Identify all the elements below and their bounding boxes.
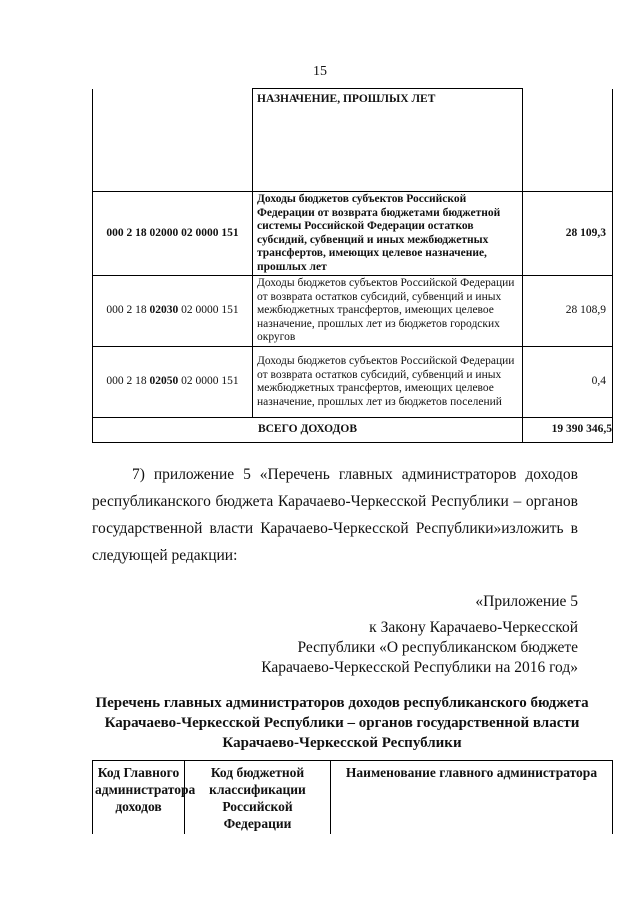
income-name: Доходы бюджетов субъектов Российской Федерации от возврата остатков субсидий, субвенций и иных межбюджетных трансфертов, имеющих целевое назначение, прошлых лет из бюджетов поселений <box>253 347 523 418</box>
income-amount: 28 109,3 <box>523 192 613 276</box>
budget-code: 000 2 18 02050 02 0000 151 <box>93 347 253 418</box>
income-table <box>92 88 613 443</box>
table-row <box>93 276 613 347</box>
list-title: Перечень главных администраторов доходов республиканского бюджета Карачаево-Черкесской Республики – органов государственной власти Карачаево-Черкесской Республики <box>95 695 589 751</box>
table-row <box>93 192 613 276</box>
header-admin-name: Наименование главного администратора <box>331 761 613 835</box>
budget-code: 000 2 18 02000 02 0000 151 <box>93 192 253 276</box>
total-amount: 19 390 346,5 <box>523 418 613 443</box>
income-amount: 0,4 <box>523 347 613 418</box>
continuation-text: НАЗНАЧЕНИЕ, ПРОШЛЫХ ЛЕТ <box>253 89 523 192</box>
header-admin-code: Код Главного администратора доходов <box>93 761 185 835</box>
income-amount: 28 108,9 <box>523 276 613 347</box>
total-label: ВСЕГО ДОХОДОВ <box>93 418 523 443</box>
income-name: Доходы бюджетов субъектов Российской Федерации от возврата остатков субсидий, субвенций и иных межбюджетных трансфертов, имеющих целевое назначение, прошлых лет из бюджетов городских округов <box>253 276 523 347</box>
page-number: 15 <box>313 64 327 79</box>
appendix-title: «Приложение 5 <box>475 593 578 610</box>
income-name: Доходы бюджетов субъектов Российской Федерации от возврата бюджетами бюджетной системы Российской Федерации остатков субсидий, субвенций и иных межбюджетных трансфертов, имеющих целевое назначение, прошлых лет <box>253 192 523 276</box>
total-row <box>93 418 613 443</box>
appendix-reference: к Закону Карачаево-Черкесской Республики «О республиканском бюджете Карачаево-Черкесской Республики на 2016 год» <box>261 619 578 676</box>
table-row-continuation <box>93 89 613 192</box>
amendment-paragraph: 7) приложение 5 «Перечень главных администраторов доходов республиканского бюджета Карачаево-Черкесской Республики – органов государственной власти Карачаево-Черкесской Республики»изложить в следующей редакции: <box>92 466 578 564</box>
table-row <box>93 347 613 418</box>
header-classification-code: Код бюджетной классификации Российской Федерации <box>185 761 331 835</box>
admin-table-header <box>93 761 613 835</box>
admin-table <box>92 760 613 834</box>
budget-code: 000 2 18 02030 02 0000 151 <box>93 276 253 347</box>
